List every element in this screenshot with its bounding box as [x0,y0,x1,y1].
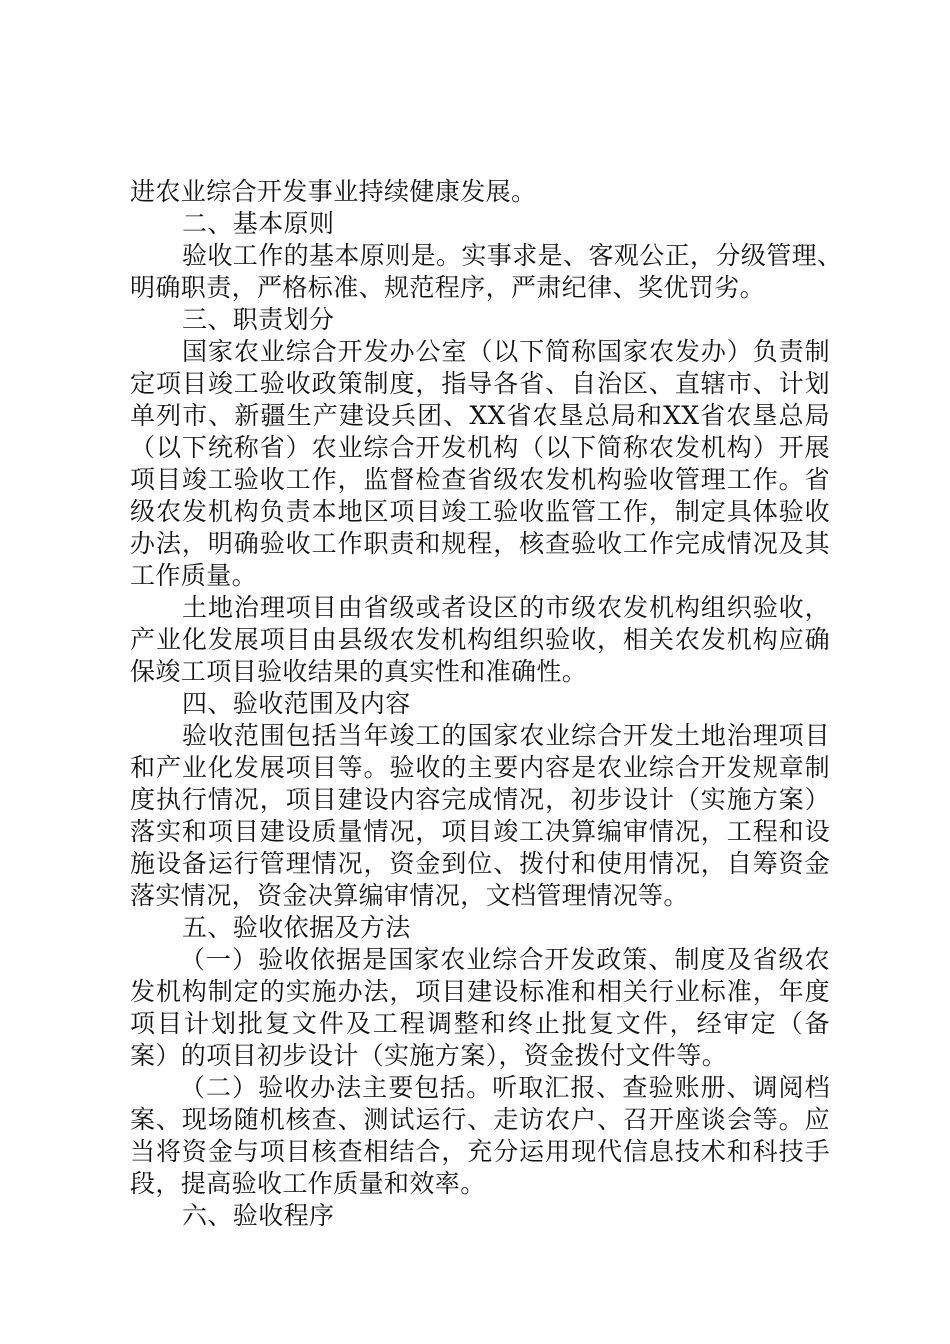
section-heading-scope: 四、验收范围及内容 [182,689,411,718]
paragraph-line: （以下统称省）农业综合开发机构（以下简称农发机构）开展 [130,433,830,462]
paragraph-line: 土地治理项目由省级或者设区的市级农发机构组织验收， [182,593,830,622]
paragraph-line: 级农发机构负责本地区项目竣工验收监管工作，制定具体验收 [130,497,830,526]
paragraph-line: 明确职责，严格标准、规范程序，严肃纪律、奖优罚劣。 [130,273,766,302]
section-heading-procedure: 六、验收程序 [182,1201,335,1230]
paragraph-line: 案）的项目初步设计（实施方案），资金拨付文件等。 [130,1041,728,1070]
section-heading-basic-principles: 二、基本原则 [182,209,335,238]
paragraph-line: 定项目竣工验收政策制度，指导各省、自治区、直辖市、计划 [130,369,830,398]
paragraph-line: 单列市、新疆生产建设兵团、XX省农垦总局和XX省农垦总局 [130,401,830,430]
paragraph-line: 度执行情况，项目建设内容完成情况，初步设计（实施方案） [130,785,830,814]
paragraph-line: 项目计划批复文件及工程调整和终止批复文件，经审定（备 [130,1009,830,1038]
paragraph-line: 段，提高验收工作质量和效率。 [130,1169,486,1198]
paragraph-line: 施设备运行管理情况，资金到位、拨付和使用情况，自筹资金 [130,849,830,878]
paragraph-line: 办法，明确验收工作职责和规程，核查验收工作完成情况及其 [130,529,830,558]
paragraph-line: （一）验收依据是国家农业综合开发政策、制度及省级农 [180,945,830,974]
section-heading-responsibilities: 三、职责划分 [182,305,335,334]
paragraph-line: 和产业化发展项目等。验收的主要内容是农业综合开发规章制 [130,753,830,782]
paragraph-line: 进农业综合开发事业持续健康发展。 [130,177,537,206]
paragraph-line: 发机构制定的实施办法，项目建设标准和相关行业标准，年度 [130,977,830,1006]
paragraph-line: 验收范围包括当年竣工的国家农业综合开发土地治理项目 [182,721,830,750]
paragraph-line: 落实和项目建设质量情况，项目竣工决算编审情况，工程和设 [130,817,830,846]
paragraph-line: （二）验收办法主要包括。听取汇报、查验账册、调阅档 [180,1073,830,1102]
paragraph-line: 落实情况，资金决算编审情况，文档管理情况等。 [130,881,689,910]
paragraph-line: 工作质量。 [130,561,258,590]
paragraph-line: 国家农业综合开发办公室（以下简称国家农发办）负责制 [182,337,830,366]
paragraph-line: 当将资金与项目核查相结合，充分运用现代信息技术和科技手 [130,1137,830,1166]
paragraph-line: 案、现场随机核查、测试运行、走访农户、召开座谈会等。应 [130,1105,830,1134]
paragraph-line: 验收工作的基本原则是。实事求是、客观公正，分级管理、 [182,241,843,270]
paragraph-line: 保竣工项目验收结果的真实性和准确性。 [130,657,588,686]
section-heading-basis-and-methods: 五、验收依据及方法 [182,913,411,942]
paragraph-line: 产业化发展项目由县级农发机构组织验收，相关农发机构应确 [130,625,830,654]
paragraph-line: 项目竣工验收工作，监督检查省级农发机构验收管理工作。省 [130,465,830,494]
